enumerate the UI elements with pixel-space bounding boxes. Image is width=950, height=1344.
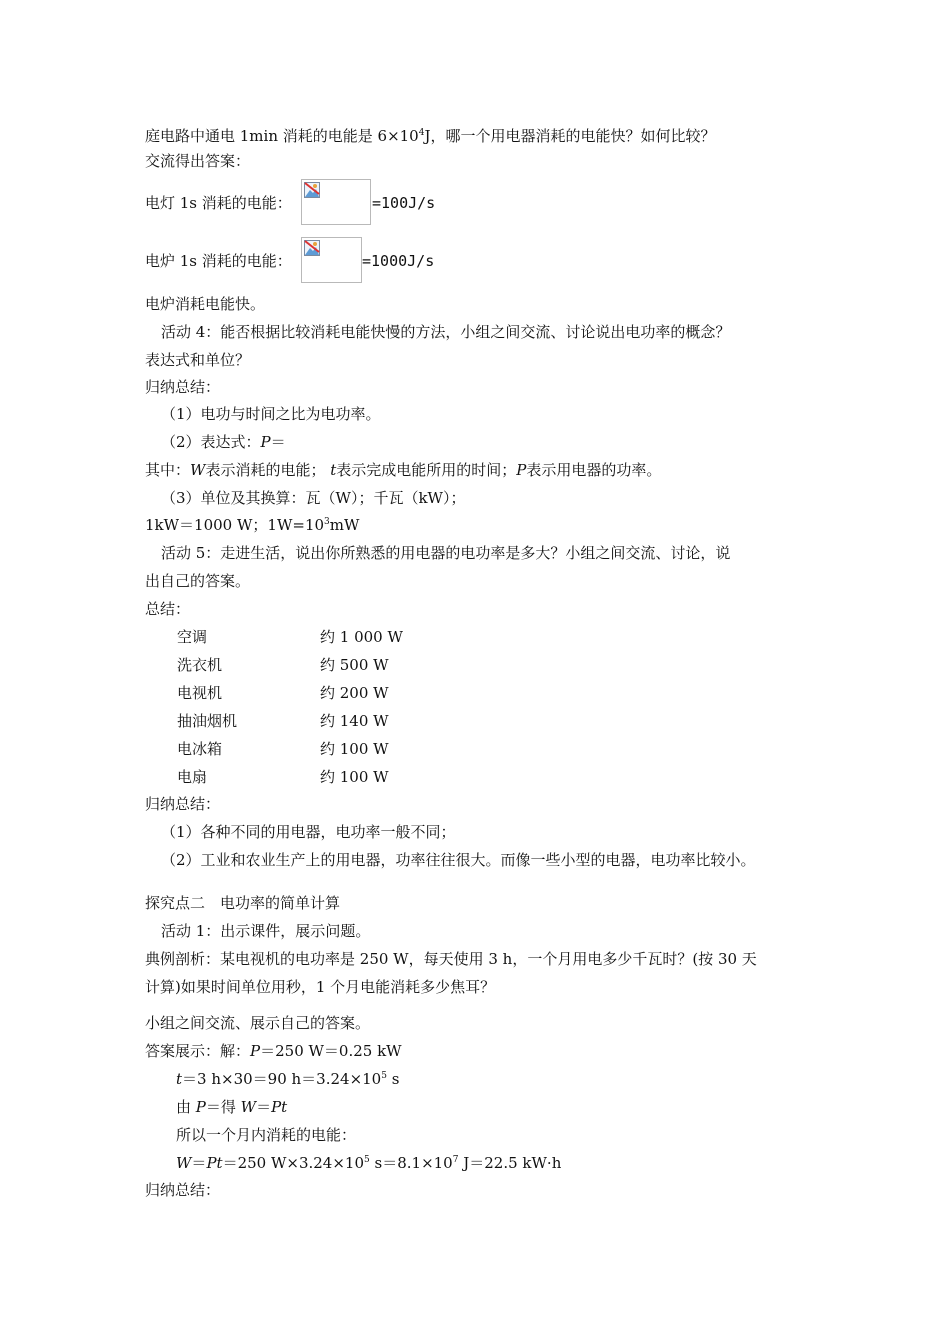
- appliance-power: 约 140 W: [320, 712, 389, 730]
- equation-stove-label: 电炉 1s 消耗的电能：: [145, 252, 292, 270]
- summary-item-2: （2）表达式：P＝: [161, 433, 286, 451]
- answer-line-3: 由 P＝得 W＝Pt: [176, 1098, 288, 1116]
- appliance-name: 电冰箱: [177, 740, 223, 758]
- appliance-name: 电扇: [177, 768, 208, 786]
- group-discussion: 小组之间交流、展示自己的答案。: [145, 1014, 371, 1032]
- appliance-power: 约 1 000 W: [320, 628, 403, 646]
- answer-line-1: 答案展示：解：P＝250 W＝0.25 kW: [145, 1042, 402, 1060]
- appliance-name: 抽油烟机: [177, 712, 238, 730]
- equation-stove-result: =1000J/s: [362, 252, 435, 270]
- summary-2-title: 总结：: [145, 600, 191, 618]
- appliance-name: 空调: [177, 628, 208, 646]
- paragraph-energy-question: 庭电路中通电 1min 消耗的电能是 $6\times 10^4J$，哪一个用电器消耗的电能快？如何比较？: [145, 127, 716, 145]
- summary-item-3: （3）单位及其换算：瓦（W）；千瓦（kW）；: [161, 489, 466, 507]
- broken-image-icon: [304, 182, 320, 198]
- activity-5-line2: 出自己的答案。: [145, 572, 251, 590]
- answer-line-4: 所以一个月内消耗的电能：: [176, 1126, 357, 1144]
- summary-where-line: 其中：W表示消耗的电能； t表示完成电能所用的时间；P表示用电器的功率。: [145, 461, 662, 479]
- example-line2: 计算)如果时间单位用秒，1 个月电能消耗多少焦耳？: [145, 978, 496, 996]
- formula-image-placeholder: [301, 237, 362, 283]
- summary-3-item-2: （2）工业和农业生产上的用电器，功率往往很大。而像一些小型的电器，电功率比较小。: [161, 851, 756, 869]
- unit-conversion: 1kW＝1000 W；$1W=10^3mW$: [145, 516, 360, 534]
- summary-title: 归纳总结：: [145, 378, 221, 396]
- appliance-name: 电视机: [177, 684, 223, 702]
- example-line1: 典例剖析：某电视机的电功率是 250 W，每天使用 3 h，一个月用电多少千瓦时？(按 30 天: [145, 950, 757, 968]
- appliance-power: 约 100 W: [320, 768, 389, 786]
- activity-1: 活动 1：出示课件，展示问题。: [161, 922, 371, 940]
- summary-3-title: 归纳总结：: [145, 795, 221, 813]
- appliance-power: 约 500 W: [320, 656, 389, 674]
- equation-lamp-result: =100J/s: [372, 194, 436, 212]
- summary-item-1: （1）电功与时间之比为电功率。: [161, 405, 381, 423]
- activity-4-line2: 表达式和单位？: [145, 351, 251, 369]
- formula-image-placeholder: [301, 179, 371, 225]
- appliance-name: 洗衣机: [177, 656, 223, 674]
- appliance-power: 约 200 W: [320, 684, 389, 702]
- activity-4-line1: 活动 4：能否根据比较消耗电能快慢的方法，小组之间交流、讨论说出电功率的概念？: [161, 323, 731, 341]
- broken-image-icon: [304, 240, 320, 256]
- summary-3-item-1: （1）各种不同的用电器，电功率一般不同；: [161, 823, 456, 841]
- section-heading-2: 探究点二 电功率的简单计算: [145, 894, 341, 912]
- answer-line-2: t＝3 h×30＝90 $h=3.24\times 10^5$ s: [176, 1070, 400, 1088]
- equation-lamp-label: 电灯 1s 消耗的电能：: [145, 194, 292, 212]
- paragraph-stove-faster: 电炉消耗电能快。: [145, 295, 266, 313]
- summary-4-title: 归纳总结：: [145, 1181, 221, 1199]
- appliance-power: 约 100 W: [320, 740, 389, 758]
- answer-line-5: W＝Pt＝250 $W\times 3.24\times 10^5$ $s=8.1\times 10^7$ J＝22.5 kW·h: [176, 1154, 562, 1172]
- activity-5-line1: 活动 5：走进生活，说出你所熟悉的用电器的电功率是多大？小组之间交流、讨论，说: [161, 544, 731, 562]
- paragraph-exchange: 交流得出答案：: [145, 152, 251, 170]
